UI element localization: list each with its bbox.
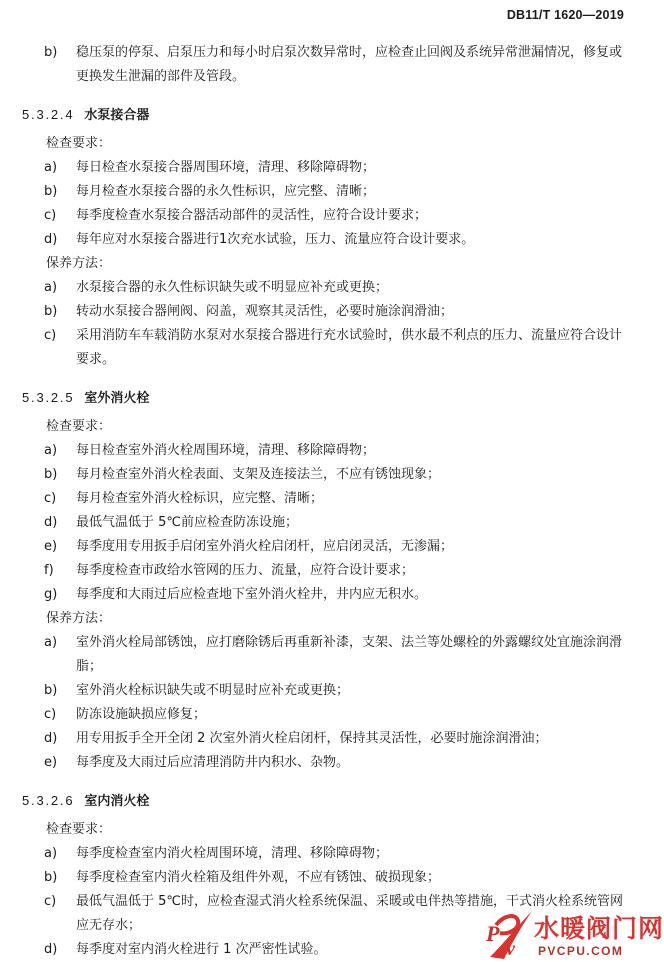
list-item-text: 每日检查水泵接合器周围环境，清理、移除障碍物； — [76, 160, 376, 175]
watermark-url: PVCPU.COM — [538, 944, 624, 958]
list-item-text: 采用消防车车载消防水泵对水泵接合器进行充水试验时，供水最不利点的压力、流量应符合设计要求。 — [76, 328, 623, 367]
list-item — [22, 559, 632, 583]
list-marker: c) — [44, 328, 57, 343]
list-marker: f) — [44, 563, 54, 578]
pv-logo-icon — [482, 907, 538, 962]
list-marker: a) — [44, 846, 58, 861]
list-item — [22, 463, 632, 487]
list-marker: c) — [44, 208, 57, 223]
list-item — [22, 156, 632, 180]
list-item — [22, 511, 632, 535]
list-item-text: 每季度检查市政给水管网的压力、流量，应符合设计要求； — [76, 563, 415, 578]
list-marker: b) — [44, 304, 58, 319]
list-item-text: 最低气温低于 5℃前应检查防冻设施； — [76, 515, 299, 530]
list-item-text: 每季度对室内消火栓进行 1 次严密性试验。 — [76, 942, 327, 957]
svg-text:v: v — [506, 938, 515, 960]
list-item — [22, 439, 632, 463]
section-number: 5.3.2.4 — [22, 107, 75, 122]
section-number: 5.3.2.5 — [22, 390, 75, 405]
list-item-text: 每日检查室外消火栓周围环境，清理、移除障碍物； — [76, 443, 376, 458]
list-item — [22, 631, 632, 679]
section-heading — [22, 386, 632, 411]
list-item — [22, 324, 632, 372]
list-item — [22, 535, 632, 559]
list-marker: b) — [44, 467, 58, 482]
list-marker: d) — [44, 232, 58, 247]
watermark-title: 水暖阀门网 — [534, 914, 664, 943]
list-item — [22, 842, 632, 866]
section-title: 室外消火栓 — [84, 391, 150, 406]
list-item-text: 最低气温低于 5℃时，应检查湿式消火栓系统保温、采暖或电伴热等措施，干式消火栓系统管网应无存水； — [76, 894, 624, 933]
list-marker: c) — [44, 894, 57, 909]
list-item-text: 用专用扳手全开全闭 2 次室外消火栓启闭杆，保持其灵活性，必要时施涂润滑油； — [76, 731, 548, 746]
list-marker: b) — [44, 870, 58, 885]
list-item — [22, 180, 632, 204]
watermark — [482, 907, 664, 962]
svg-text:P: P — [486, 921, 500, 946]
list-item-text: 转动水泵接合器闸阀、闷盖，观察其灵活性，必要时施涂润滑油； — [76, 304, 454, 319]
list-item-text: 每季度检查室内消火栓箱及组件外观，不应有锈蚀、破损现象； — [76, 870, 441, 885]
list-item — [22, 703, 632, 727]
list-marker: b) — [44, 683, 58, 698]
list-item-text: 水泵接合器的永久性标识缺失或不明显应补充或更换； — [76, 280, 389, 295]
list-marker: a) — [44, 635, 58, 650]
list-item-text: 每月检查室外消火栓表面、支架及连接法兰，不应有锈蚀现象； — [76, 467, 441, 482]
list-item-text: 每季度和大雨过后应检查地下室外消火栓井，井内应无积水。 — [76, 587, 428, 602]
section-title: 室内消火栓 — [84, 794, 150, 809]
list-marker: b) — [44, 184, 58, 199]
list-item-text: 稳压泵的停泵、启泵压力和每小时启泵次数异常时，应检查止回阀及系统异常泄漏情况，修复或更换发生泄漏的部件及管段。 — [76, 45, 623, 84]
list-marker: b) — [44, 45, 58, 60]
list-item — [22, 679, 632, 703]
subsection-label: 检查要求： — [46, 822, 112, 837]
section-heading — [22, 789, 632, 814]
subsection-label: 保养方法： — [46, 256, 112, 271]
list-item — [22, 41, 632, 89]
list-item — [22, 487, 632, 511]
list-marker: d) — [44, 515, 58, 530]
list-marker: a) — [44, 160, 58, 175]
section-number: 5.3.2.6 — [22, 793, 75, 808]
list-item-text: 每季度检查水泵接合器活动部件的灵活性，应符合设计要求； — [76, 208, 428, 223]
list-item-text: 每季度检查室内消火栓周围环境，清理、移除障碍物； — [76, 846, 389, 861]
list-marker: d) — [44, 731, 58, 746]
list-item — [22, 300, 632, 324]
list-item-text: 每季度用专用扳手启闭室外消火栓启闭杆，应启闭灵活，无渗漏； — [76, 539, 454, 554]
list-marker: d) — [44, 942, 58, 957]
list-item — [22, 583, 632, 607]
list-marker: a) — [44, 443, 58, 458]
list-item — [22, 276, 632, 300]
section-title: 水泵接合器 — [84, 108, 150, 123]
list-item-text: 每季度及大雨过后应清理消防井内积水、杂物。 — [76, 755, 350, 770]
list-item — [22, 727, 632, 751]
standard-number: DB11/T 1620—2019 — [506, 8, 624, 22]
list-item-text: 每月检查室外消火栓标识，应完整、清晰； — [76, 491, 324, 506]
list-item-text: 室外消火栓局部锈蚀，应打磨除锈后再重新补漆，支架、法兰等处螺栓的外露螺纹处宜施涂润滑脂； — [76, 635, 623, 674]
document-body — [22, 41, 632, 962]
list-item — [22, 204, 632, 228]
subsection-label: 检查要求： — [46, 136, 112, 151]
list-marker: e) — [44, 755, 58, 770]
list-marker: c) — [44, 491, 57, 506]
list-item — [22, 751, 632, 775]
subsection-label: 检查要求： — [46, 419, 112, 434]
list-item — [22, 866, 632, 890]
list-marker: e) — [44, 539, 58, 554]
list-item-text: 每年应对水泵接合器进行1次充水试验，压力、流量应符合设计要求。 — [76, 232, 475, 247]
section-heading — [22, 103, 632, 128]
list-marker: a) — [44, 280, 58, 295]
list-item-text: 每月检查水泵接合器的永久性标识，应完整、清晰； — [76, 184, 376, 199]
list-marker: c) — [44, 707, 57, 722]
list-item-text: 室外消火栓标识缺失或不明显时应补充或更换； — [76, 683, 350, 698]
subsection-label: 保养方法： — [46, 611, 112, 626]
list-marker: g) — [44, 587, 58, 602]
list-item — [22, 228, 632, 252]
list-item-text: 防冻设施缺损应修复； — [76, 707, 207, 722]
